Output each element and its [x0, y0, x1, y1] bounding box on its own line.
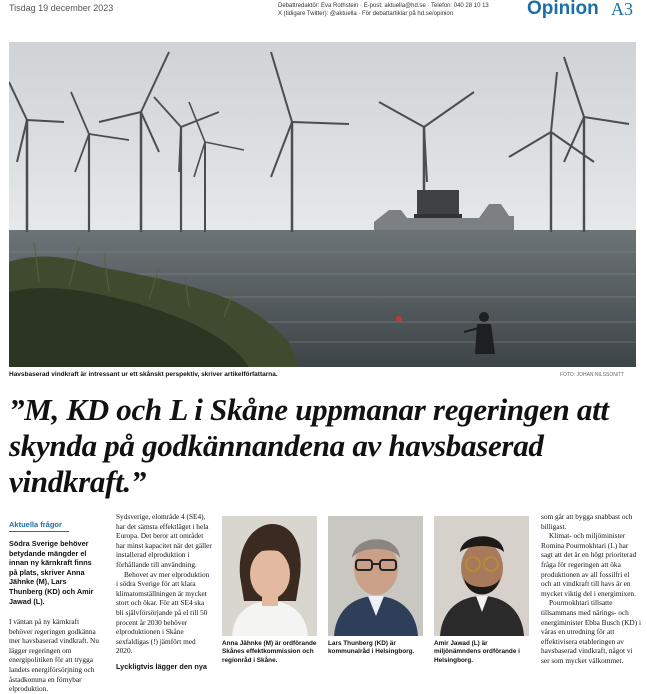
- paragraph: Behovet av mer elproduktion i södra Sverige för att klara klimatomställningen är mycket stort och ökar. För att SE4 ska bli självförsörjande på el till 50 procent år 2030 behöver elproduktionen i Skåne sexfaldigas (!) jämfört med 2020.: [116, 569, 210, 656]
- portrait-lars-thunberg: [328, 516, 423, 636]
- subheading: Lyckligtvis lägger den nya: [116, 661, 207, 671]
- portrait-caption: Amir Jawad (L) är miljönämndens ordförande i Helsingborg.: [434, 640, 520, 664]
- article-lead: Södra Sverige behöver betydande mängder el innan ny kärnkraft finns på plats, skriver Anna Jähnke (M), Lars Thunberg (KD) och Amir Jawad (L).: [9, 539, 94, 606]
- portrait-caption: Lars Thunberg (KD) är kommunalråd i Helsingborg.: [328, 640, 415, 656]
- contact-line-2: X (tidigare Twitter): @aktuella · För debattartiklar på hd.se/opinion: [278, 11, 454, 17]
- portrait-image: [434, 516, 529, 636]
- portrait-image: [222, 516, 317, 636]
- wind-farm-illustration: [9, 42, 636, 367]
- paragraph: som går att bygga snabbast och billigast.: [541, 512, 633, 531]
- article-column-1: I väntan på ny kärnkraft behöver regeringen godkänna mer havsbaserad vindkraft. Nu lägger regeringen om energipolitiken för att trygga landets energiförsörjning och åstadkomma en förnybar elproduktion.: [9, 617, 99, 694]
- article-column-6: [541, 512, 641, 666]
- contact-line-1: Debattredaktör: Eva Rothstein · E-post: aktuella@hd.se · Telefon: 040 28 10 13: [278, 3, 489, 9]
- wind-farm-photo: [9, 42, 636, 367]
- paragraph: Sydsverige, elområde 4 (SE4), har det sämsta effektläget i hela Europa. Det beror att området har minst kapacitet när det gäller installerad elproduktion i förhållande till användning.: [116, 512, 212, 569]
- portrait-anna-jahnke: [222, 516, 317, 636]
- kicker-divider: [9, 531, 69, 532]
- paragraph: Pourmokhtari tillsatte tillsammans med närings- och energiminister Ebba Busch (KD) i våras en utredning för att effektivisera etableringen av havsbaserad vindkraft, något vi ser som mycket välkommet.: [541, 598, 641, 665]
- issue-date: Tisdag 19 december 2023: [9, 3, 114, 13]
- article-column-2: [116, 512, 212, 672]
- section-title: Opinion: [527, 0, 599, 19]
- portrait-caption: Anna Jähnke (M) är ordförande Skånes effektkommission och regionråd i Skåne.: [222, 640, 317, 664]
- headline: ”M, KD och L i Skåne uppmanar regeringen att skynda på godkännandena av havsbaserad vindkraft.”: [9, 392, 609, 499]
- photo-caption: Havsbaserad vindkraft är intressant ur ett skånskt perspektiv, skriver artikelförfattarna.: [9, 371, 278, 378]
- portrait-image: [328, 516, 423, 636]
- portrait-amir-jawad: [434, 516, 529, 636]
- paragraph: Klimat- och miljöminister Romina Pourmokhtari (L) har sagt att det är en högt prioriterad fråga för regeringen att öka produktionen av all fossilfri el och att vindkraft till havs är en mycket viktig del i energimixen.: [541, 531, 637, 598]
- contact-info: [278, 2, 518, 18]
- article-kicker: Aktuella frågor: [9, 520, 62, 529]
- page-number: A3: [611, 0, 633, 19]
- photo-credit: FOTO: JOHAN NILSSON/TT: [560, 372, 625, 378]
